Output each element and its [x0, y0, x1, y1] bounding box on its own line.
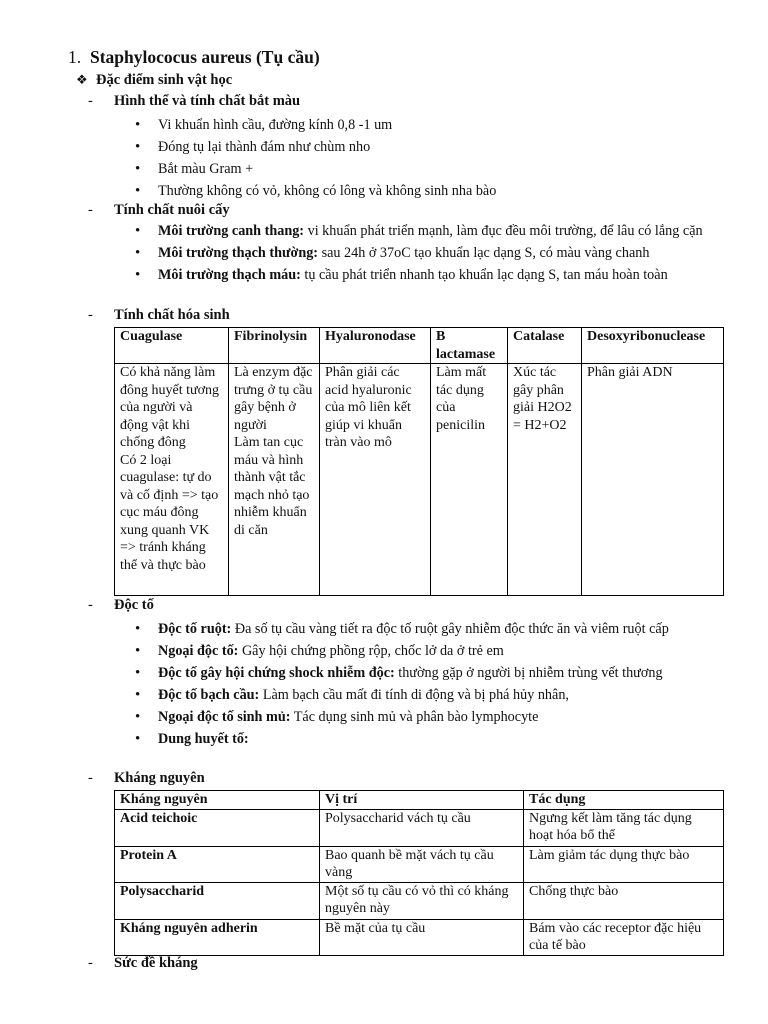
- table-row: [115, 364, 724, 596]
- diamond-bullet-icon: ❖: [76, 72, 88, 87]
- table-cell: Phân giải các acid hyaluronic của mô liên kết giúp vi khuẩn tràn vào mô: [320, 364, 431, 596]
- list-item: • Thường không có vỏ, không có lông và không sinh nha bào: [135, 180, 735, 202]
- table-row: [115, 846, 724, 882]
- table-cell: Kháng nguyên adherin: [115, 919, 320, 955]
- biochem-table: [114, 327, 724, 596]
- item-key: Môi trường thạch thường:: [158, 245, 319, 261]
- table-cell: Một số tụ cầu có vỏ thì có kháng nguyên này: [320, 882, 524, 919]
- item-text: vi khuẩn phát triển mạnh, làm đục đều môi trường, để lâu có lắng cặn: [304, 223, 703, 239]
- table-header-row: [115, 328, 724, 364]
- dash-marker: -: [88, 955, 93, 971]
- subheading-text: Kháng nguyên: [114, 770, 205, 786]
- list-item: [135, 264, 720, 286]
- item-key: Độc tố ruột:: [158, 621, 232, 637]
- item-key: Ngoại độc tố:: [158, 643, 239, 659]
- title-text: Staphylococus aureus (Tụ cầu): [90, 47, 320, 67]
- table-cell: Là enzym đặc trưng ở tụ cầu gây bệnh ở người Làm tan cục máu và hình thành vật tắc mạch nhỏ tạo nhiễm khuẩn di căn: [229, 364, 320, 596]
- list-item: [135, 242, 720, 264]
- list-item: [135, 706, 735, 728]
- culture-list: [135, 220, 720, 286]
- column-header: Catalase: [508, 328, 582, 364]
- table-cell: Xúc tác gây phân giải H2O2 = H2+O2: [508, 364, 582, 596]
- column-header: Desoxyribonuclease: [582, 328, 724, 364]
- item-text: Tác dụng sinh mủ và phân bào lymphocyte: [290, 709, 539, 725]
- section-heading-biology: [76, 72, 232, 89]
- subheading-text: Sức đề kháng: [114, 955, 198, 971]
- item-text: thường gặp ở người bị nhiễm trùng vết thương: [394, 665, 663, 681]
- column-header: Cuagulase: [115, 328, 229, 364]
- section-heading-text: Đặc điểm sinh vật học: [96, 72, 233, 88]
- table-cell: Bao quanh bề mặt vách tụ cầu vàng: [320, 846, 524, 882]
- column-header: Kháng nguyên: [115, 791, 320, 810]
- morphology-list: [135, 114, 735, 202]
- table-cell: Polysaccharid: [115, 882, 320, 919]
- item-key: Môi trường canh thang:: [158, 223, 305, 239]
- list-item: [135, 618, 735, 640]
- column-header: Vị trí: [320, 791, 524, 810]
- table-cell: Phân giải ADN: [582, 364, 724, 596]
- item-text: Đa số tụ cầu vàng tiết ra độc tố ruột gây nhiễm độc thức ăn và viêm ruột cấp: [231, 621, 669, 637]
- table-header-row: [115, 791, 724, 810]
- dash-marker: -: [88, 202, 93, 218]
- list-item: • Bắt màu Gram +: [135, 158, 735, 180]
- table-cell: Polysaccharid vách tụ cầu: [320, 809, 524, 846]
- item-key: Độc tố gây hội chứng shock nhiễm độc:: [158, 665, 395, 681]
- table-cell: Bề mặt của tụ cầu: [320, 919, 524, 955]
- subheading-resistance: [88, 955, 198, 972]
- column-header: B lactamase: [431, 328, 508, 364]
- list-item: [135, 662, 735, 684]
- subheading-text: Tính chất nuôi cấy: [114, 202, 230, 218]
- list-item: • Đóng tụ lại thành đám như chùm nho: [135, 136, 735, 158]
- table-cell: Có khả năng làm đông huyết tương của người và động vật khi chống đông Có 2 loại cuagulase: tự do và cố định => tạo cục máu đông xung quanh VK => tránh kháng thể và thực bào: [115, 364, 229, 596]
- table-cell: Làm giảm tác dụng thực bào: [524, 846, 724, 882]
- table-row: [115, 919, 724, 955]
- column-header: Tác dụng: [524, 791, 724, 810]
- table-cell: Acid teichoic: [115, 809, 320, 846]
- table-cell: Ngưng kết làm tăng tác dụng hoạt hóa bổ thể: [524, 809, 724, 846]
- column-header: Fibrinolysin: [229, 328, 320, 364]
- subheading-toxin: [88, 597, 154, 614]
- list-item: • Vi khuẩn hình cầu, đường kính 0,8 -1 um: [135, 114, 735, 136]
- list-item: [135, 684, 735, 706]
- subheading-text: Hình thể và tính chất bắt màu: [114, 93, 301, 109]
- item-text: sau 24h ở 37oC tạo khuẩn lạc dạng S, có màu vàng chanh: [318, 245, 650, 261]
- item-key: Độc tố bạch cầu:: [158, 687, 260, 703]
- list-item: [135, 220, 720, 242]
- dash-marker: -: [88, 770, 93, 786]
- dash-marker: -: [88, 597, 93, 613]
- table-row: [115, 882, 724, 919]
- list-item: [135, 728, 735, 750]
- title-number: 1.: [68, 47, 82, 67]
- item-key: Ngoại độc tố sinh mủ:: [158, 709, 291, 725]
- item-key: Dung huyết tố:: [158, 731, 249, 747]
- table-cell: Chống thực bào: [524, 882, 724, 919]
- table-cell: Bám vào các receptor đặc hiệu của tế bào: [524, 919, 724, 955]
- item-text: Làm bạch cầu mất đi tính di động và bị phá hủy nhân,: [259, 687, 569, 703]
- toxin-list: [135, 618, 735, 750]
- subheading-culture: [88, 202, 230, 219]
- antigen-table: [114, 790, 724, 956]
- item-text: tụ cầu phát triển nhanh tạo khuẩn lạc dạng S, tan máu hoàn toàn: [300, 267, 668, 283]
- list-item: [135, 640, 735, 662]
- subheading-antigen: [88, 770, 205, 787]
- dash-marker: -: [88, 93, 93, 109]
- table-cell: Làm mất tác dụng của penicilin: [431, 364, 508, 596]
- column-header: Hyaluronodase: [320, 328, 431, 364]
- subheading-biochem: [88, 307, 230, 324]
- subheading-text: Độc tố: [114, 597, 154, 613]
- page-title: [68, 47, 320, 68]
- item-key: Môi trường thạch máu:: [158, 267, 301, 283]
- table-cell: Protein A: [115, 846, 320, 882]
- subheading-morphology: [88, 93, 300, 110]
- subheading-text: Tính chất hóa sinh: [114, 307, 230, 323]
- table-row: [115, 809, 724, 846]
- item-text: Gây hội chứng phồng rộp, chốc lở da ở trẻ em: [238, 643, 504, 659]
- dash-marker: -: [88, 307, 93, 323]
